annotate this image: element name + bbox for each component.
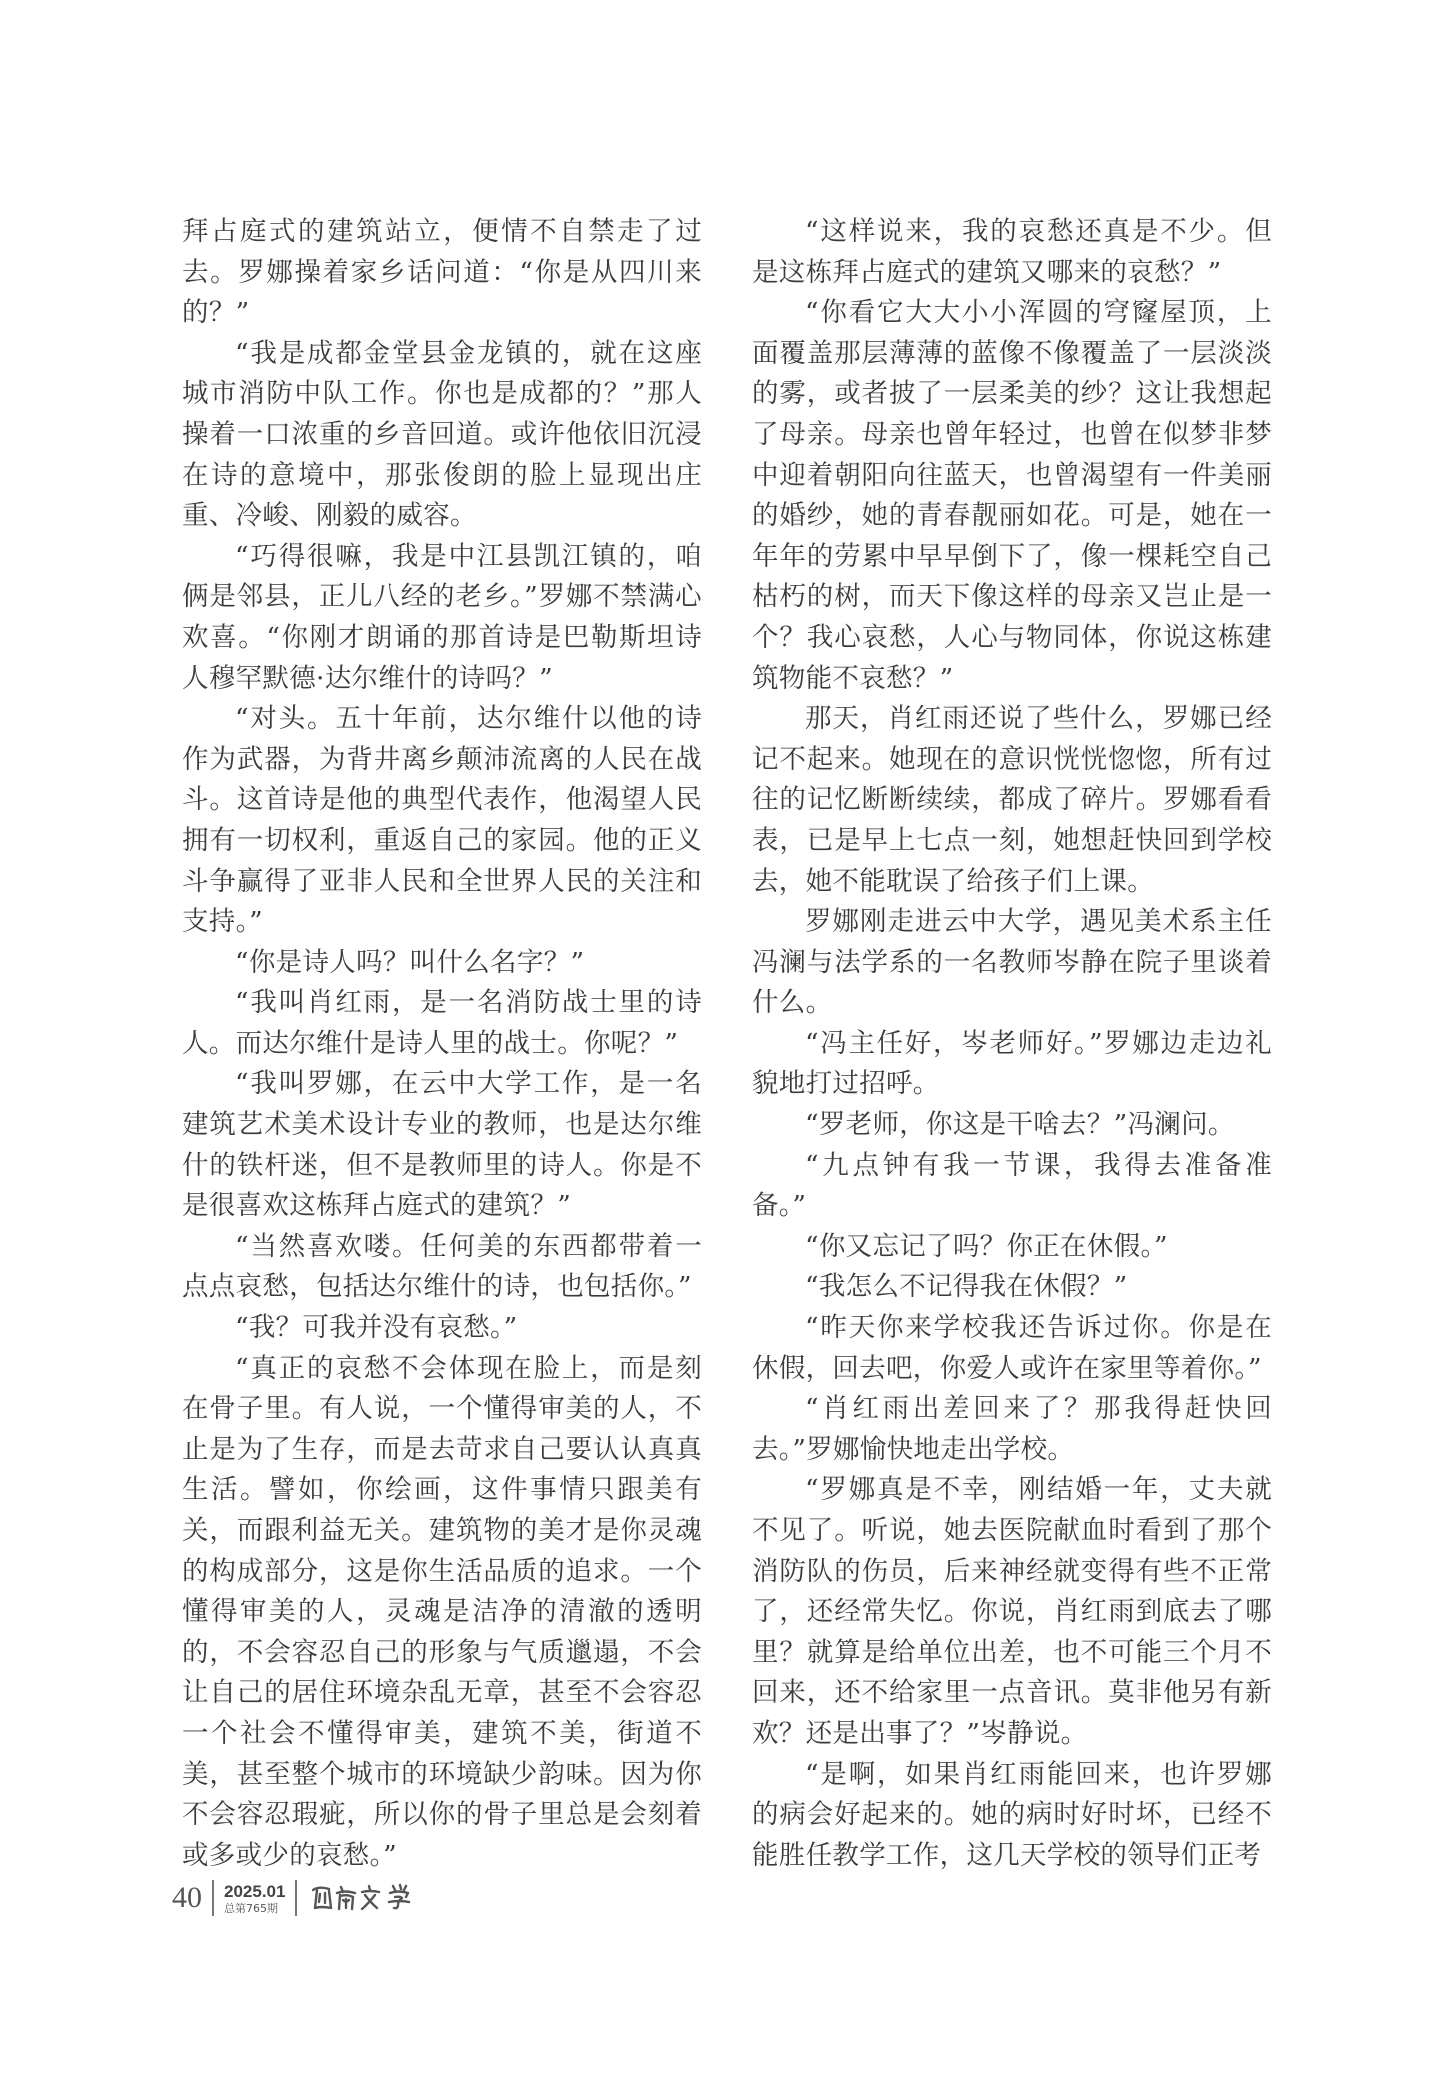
paragraph: 拜占庭式的建筑站立，便情不自禁走了过去。罗娜操着家乡话问道：“你是从四川来的？” — [182, 216, 702, 329]
paragraph: “你又忘记了吗？你正在休假。” — [805, 1230, 1168, 1262]
paragraph: “罗娜真是不幸，刚结婚一年，丈夫就不见了。听说，她去医院献血时看到了那个消防队的伤员，后来神经就变得有些不正常了，还经常失忆。你说，肖红雨到底去了哪里？就算是给单位出差，也不可能三个月不回来，还不给家里一点音讯。莫非他另有新欢？还是出事了？”岑静说。 — [752, 1474, 1272, 1749]
footer-divider — [212, 1880, 214, 1916]
page-footer — [172, 1876, 427, 1920]
paragraph: “肖红雨出差回来了？那我得赶快回去。”罗娜愉快地走出学校。 — [752, 1393, 1272, 1465]
paragraph: “昨天你来学校我还告诉过你。你是在休假，回去吧，你爱人或许在家里等着你。” — [752, 1312, 1272, 1384]
issue-info — [224, 1883, 285, 1914]
paragraph: “你是诗人吗？叫什么名字？” — [235, 946, 585, 978]
paragraph: “我叫罗娜，在云中大学工作，是一名建筑艺术美术设计专业的教师，也是达尔维什的铁杆迷，但不是教师里的诗人。你是不是很喜欢这栋拜占庭式的建筑？” — [182, 1068, 702, 1222]
paragraph: “你看它大大小小浑圆的穹窿屋顶，上面覆盖那层薄薄的蓝像不像覆盖了一层淡淡的雾，或者披了一层柔美的纱？这让我想起了母亲。母亲也曾年轻过，也曾在似梦非梦中迎着朝阳向往蓝天，也曾渴望有一件美丽的婚纱，她的青春靓丽如花。可是，她在一年年的劳累中早早倒下了，像一棵耗空自己枯朽的树，而天下像这样的母亲又岂止是一个？我心哀愁，人心与物同体，你说这栋建筑物能不哀愁？” — [752, 297, 1272, 694]
right-text-column — [752, 212, 1272, 1876]
paragraph: “巧得很嘛，我是中江县凯江镇的，咱俩是邻县，正儿八经的老乡。”罗娜不禁满心欢喜。“你刚才朗诵的那首诗是巴勒斯坦诗人穆罕默德·达尔维什的诗吗？” — [182, 540, 702, 694]
footer-divider — [295, 1880, 297, 1916]
paragraph: “我怎么不记得我在休假？” — [805, 1271, 1128, 1303]
paragraph: 罗娜刚走进云中大学，遇见美术系主任冯澜与法学系的一名教师岑静在院子里谈着什么。 — [752, 906, 1272, 1019]
issue-date: 2025.01 — [224, 1881, 286, 1901]
page-number: 40 — [172, 1881, 202, 1914]
paragraph: “我是成都金堂县金龙镇的，就在这座城市消防中队工作。你也是成都的？”那人操着一口浓重的乡音回道。或许他依旧沉浸在诗的意境中，那张俊朗的脸上显现出庄重、冷峻、刚毅的威容。 — [182, 337, 702, 532]
paragraph: “我叫肖红雨，是一名消防战士里的诗人。而达尔维什是诗人里的战士。你呢？” — [182, 987, 702, 1059]
paragraph: “当然喜欢喽。任何美的东西都带着一点点哀愁，包括达尔维什的诗，也包括你。” — [182, 1230, 702, 1303]
paragraph: 那天，肖红雨还说了些什么，罗娜已经记不起来。她现在的意识恍恍惚惚，所有过往的记忆断断续续，都成了碎片。罗娜看看表，已是早上七点一刻，她想赶快回到学校去，她不能耽误了给孩子们上课。 — [752, 703, 1272, 897]
paragraph: “这样说来，我的哀愁还真是不少。但是这栋拜占庭式的建筑又哪来的哀愁？” — [752, 216, 1272, 288]
left-text-column — [182, 212, 702, 1876]
paragraph: “真正的哀愁不会体现在脸上，而是刻在骨子里。有人说，一个懂得审美的人，不止是为了生存，而是去苛求自己要认认真真生活。譬如，你绘画，这件事情只跟美有关，而跟利益无关。建筑物的美才是你灵魂的构成部分，这是你生活品质的追求。一个懂得审美的人，灵魂是洁净的清澈的透明的，不会容忍自己的形象与气质邋遢，不会让自己的居住环境杂乱无章，甚至不会容忍一个社会不懂得审美，建筑不美，街道不美，甚至整个城市的环境缺少韵味。因为你不会容忍瑕疵，所以你的骨子里总是会刻着或多或少的哀愁。” — [182, 1352, 702, 1871]
paragraph: “对头。五十年前，达尔维什以他的诗作为武器，为背井离乡颠沛流离的人民在战斗。这首诗是他的典型代表作，他渴望人民拥有一切权利，重返自己的家园。他的正义斗争赢得了亚非人民和全世界人民的关注和支持。” — [182, 703, 702, 938]
paragraph: “罗老师，你这是干啥去？”冯澜问。 — [805, 1109, 1235, 1141]
magazine-logo — [307, 1878, 427, 1918]
paragraph: “冯主任好，岑老师好。”罗娜边走边礼貌地打过招呼。 — [752, 1027, 1272, 1100]
paragraph: “九点钟有我一节课，我得去准备准备。” — [752, 1149, 1272, 1222]
issue-total: 总第765期 — [224, 1901, 278, 1915]
paragraph: “是啊，如果肖红雨能回来，也许罗娜的病会好起来的。她的病时好时坏，已经不能胜任教学工作，这几天学校的领导们正考 — [752, 1758, 1272, 1871]
paragraph: “我？可我并没有哀愁。” — [235, 1312, 518, 1344]
